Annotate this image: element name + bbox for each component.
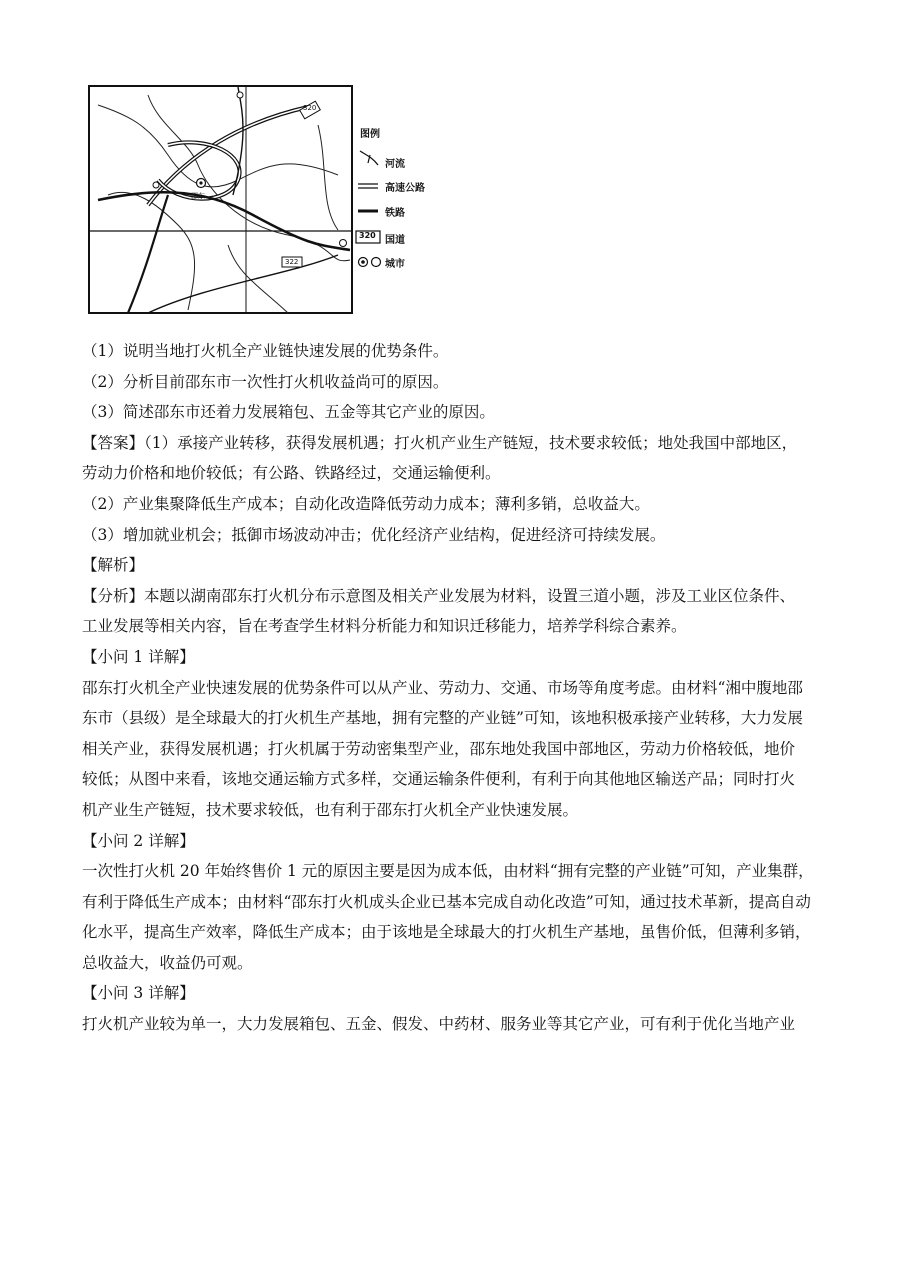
question-2: （2）分析目前邵东市一次性打火机收益尚可的原因。 [82,372,449,391]
question-1: （1）说明当地打火机全产业链快速发展的优势条件。 [82,342,449,360]
fenxi-label: 【分析】 [82,586,145,605]
legend-title: 图例 [360,129,380,140]
location-map [88,85,440,315]
section-3-heading: 【小问 3 详解】 [82,984,195,1003]
fenxi-line-2: 工业发展等相关内容，旨在考查学生材料分析能力和知识迁移能力，培养学科综合素养。 [82,617,687,636]
river [148,95,350,261]
section-1-heading: 【小问 1 详解】 [82,647,195,666]
railway [128,195,168,313]
legend-highway-label: 高速公路 [385,183,425,194]
map-frame [89,86,352,313]
river [318,125,338,230]
city-marker [153,182,159,188]
answer-line-2: 劳动力价格和地价较低；有公路、铁路经过，交通运输便利。 [82,464,501,483]
answer-line-1: 【答案】（1）承接产业转移，获得发展机遇；打火机产业生产链短，技术要求较低；地处我国中部地区， [82,433,798,452]
section-2-heading: 【小问 2 详解】 [82,831,195,850]
section-2-line: 有利于降低生产成本；由材料“邵东打火机成头企业已基本完成自动化改造”可知，通过技术革新，提高自动 [82,892,811,911]
legend-badge-number: 320 [359,231,376,240]
national-road [148,255,338,313]
map-road-label-top: 320 [303,104,317,112]
legend-city-label: 城市 [385,259,405,270]
question-3: （3）简述邵东市还着力发展箱包、五金等其它产业的原因。 [82,403,495,422]
map-figure [88,85,440,315]
legend-river-symbol [360,151,378,165]
legend-river-label: 河流 [385,159,405,170]
section-1-line: 东市（县级）是全球最大的打火机生产基地，拥有完整的产业链”可知，该地积极承接产业转移，大力发展 [82,709,803,728]
section-1-line: 机产业生产链短，技术要求较低，也有利于邵东打火机全产业快速发展。 [82,800,579,819]
map-city-label: 邵东 [191,192,205,200]
legend-national-road-label: 国道 [385,235,405,246]
section-2-line: 总收益大，收益仍可观。 [82,953,253,972]
answer-label: 【答案】 [82,433,145,452]
section-2-line: 化水平，提高生产效率，降低生产成本；由于该地是全球最大的打火机生产基地，虽售价低，但薄利多销， [82,923,811,942]
section-1-line: 相关产业，获得发展机遇；打火机属于劳动密集型产业，邵东地处我国中部地区，劳动力价格较低，地价 [82,739,796,758]
section-2-line: 一次性打火机 20 年始终售价 1 元的原因主要是因为成本低，由材料“拥有完整的产业链”可知，产业集群， [82,862,814,881]
section-1-line: 邵东打火机全产业快速发展的优势条件可以从产业、劳动力、交通、市场等角度考虑。由材料“湘中腹地邵 [82,678,803,697]
map-road-label-bottom: 322 [285,258,299,266]
legend-railway-label: 铁路 [385,208,405,219]
fenxi-line-1: 【分析】本题以湖南邵东打火机分布示意图及相关产业发展为材料，设置三道小题，涉及工业区位条件、 [82,586,796,605]
answer-line-4: （3）增加就业机会；抵御市场波动冲击；优化经济产业结构，促进经济可持续发展。 [82,525,666,544]
city-marker [237,92,243,98]
river [228,245,288,313]
analysis-label: 【解析】 [82,556,145,575]
railway [98,192,350,250]
document-body [82,336,824,1040]
section-3-line: 打火机产业较为单一，大力发展箱包、五金、假发、中药材、服务业等其它产业，可有利于优化当地产业 [82,1015,796,1034]
city-marker [340,240,347,247]
answer-line-3: （2）产业集聚降低生产成本；自动化改造降低劳动力成本；薄利多销，总收益大。 [82,494,650,513]
section-1-line: 较低；从图中来看，该地交通运输方式多样，交通运输条件便利，有利于向其他地区输送产品；同时打火 [82,770,796,789]
